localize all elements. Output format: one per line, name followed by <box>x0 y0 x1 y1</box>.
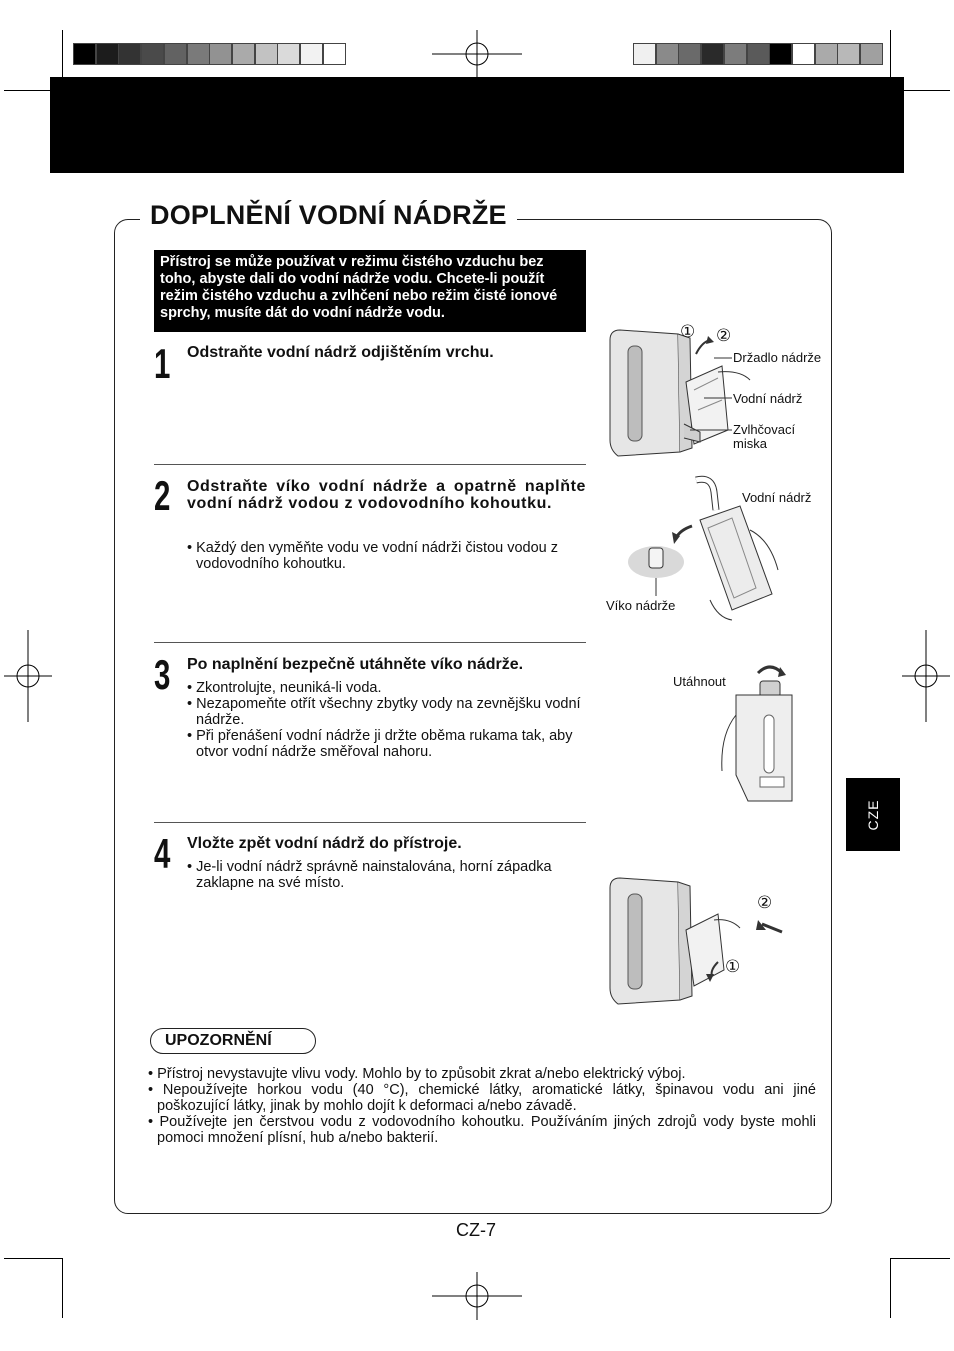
list-item: • Při přenášení vodní nádrže ji držte oběma rukama tak, aby otvor vodní nádrže směřoval nahoru. <box>187 728 585 760</box>
page-number: CZ-7 <box>456 1220 496 1240</box>
step-heading-4: Vložte zpět vodní nádrž do přístroje. <box>187 835 462 852</box>
label-cap: Víko nádrže <box>606 598 676 613</box>
list-item: • Zkontrolujte, neuniká-li voda. <box>187 680 585 696</box>
color-swatch <box>747 43 770 65</box>
step-bullets-2 <box>187 540 587 572</box>
marker-2: ② <box>716 326 732 345</box>
divider <box>154 464 586 465</box>
list-item: • Používejte jen čerstvou vodu z vodovodního kohoutku. Používáním jiných zdrojů vody byste mohli pomoci množení plísní, hub a/nebo bakterií. <box>148 1114 816 1146</box>
label-handle: Držadlo nádrže <box>733 350 822 365</box>
color-swatch <box>678 43 701 65</box>
list-item: • Nezapomeňte otřít všechny zbytky vody na zevnějšku vodní nádrže. <box>187 696 585 728</box>
step-number-3: 3 <box>154 651 171 698</box>
marker-2: ② <box>757 893 773 912</box>
language-tab: CZE <box>846 778 900 851</box>
list-item: • Je-li vodní nádrž správně nainstalována, horní západka zaklapne na své místo. <box>187 859 585 891</box>
color-swatch <box>792 43 815 65</box>
label-tighten: Utáhnout <box>673 674 726 689</box>
list-item: • Nepoužívejte horkou vodu (40 °C), chemické látky, aromatické látky, špinavou vodu ani jiné poškozující látky, jinak by mohlo dojít k deformaci a/nebo závadě. <box>148 1082 816 1114</box>
color-swatch <box>209 43 232 65</box>
step-number-4: 4 <box>154 830 171 877</box>
list-item: • Přístroj nevystavujte vlivu vody. Mohlo by to způsobit zkrat a/nebo elektrický výboj. <box>148 1066 816 1082</box>
color-swatch <box>769 43 792 65</box>
color-swatch <box>73 43 96 65</box>
notice-box: Přístroj se může používat v režimu čistého vzduchu bez toho, abyste dali do vodní nádrže vodu. Chcete-li použít režim čistého vzduchu a zvlhčení nebo režim čisté ionové sprchy, musíte dát do vodní nádrže vodu. <box>154 250 586 332</box>
step-number-1: 1 <box>154 340 171 387</box>
step-heading-3: Po naplnění bezpečně utáhněte víko nádrže. <box>187 656 524 673</box>
step-heading-1: Odstraňte vodní nádrž odjištěním vrchu. <box>187 344 494 361</box>
marker-1: ① <box>725 957 741 976</box>
color-swatch <box>277 43 300 65</box>
label-tank: Vodní nádrž <box>742 490 812 505</box>
color-swatch <box>724 43 747 65</box>
color-swatch <box>255 43 278 65</box>
step-bullets-3 <box>187 680 585 760</box>
color-swatch <box>164 43 187 65</box>
divider <box>154 822 586 823</box>
marker-1: ① <box>680 322 696 341</box>
color-swatch <box>837 43 860 65</box>
color-swatch <box>323 43 346 65</box>
label-tank: Vodní nádrž <box>733 391 803 406</box>
color-swatch <box>232 43 255 65</box>
color-swatch <box>815 43 838 65</box>
color-swatch <box>141 43 164 65</box>
page-title: DOPLNĚNÍ VODNÍ NÁDRŽE <box>140 200 517 231</box>
color-swatch <box>860 43 883 65</box>
color-swatch <box>118 43 141 65</box>
caution-list <box>148 1066 816 1146</box>
color-swatch <box>187 43 210 65</box>
divider <box>154 642 586 643</box>
list-item: • Každý den vyměňte vodu ve vodní nádrži čistou vodou z vodovodního kohoutku. <box>187 540 587 572</box>
header-bar <box>50 77 904 173</box>
color-swatch <box>633 43 656 65</box>
color-swatch <box>656 43 679 65</box>
color-swatch <box>701 43 724 65</box>
figure-reinsert-tank <box>600 870 800 1010</box>
label-tray: Zvlhčovací miska <box>733 422 796 451</box>
color-swatch <box>96 43 119 65</box>
color-swatch <box>300 43 323 65</box>
step-bullets-4 <box>187 859 585 891</box>
caution-heading: UPOZORNĚNÍ <box>150 1028 316 1054</box>
step-number-2: 2 <box>154 472 171 519</box>
step-heading-2: Odstraňte víko vodní nádrže a opatrně naplňte vodní nádrž vodou z vodovodního kohoutku. <box>187 478 586 512</box>
